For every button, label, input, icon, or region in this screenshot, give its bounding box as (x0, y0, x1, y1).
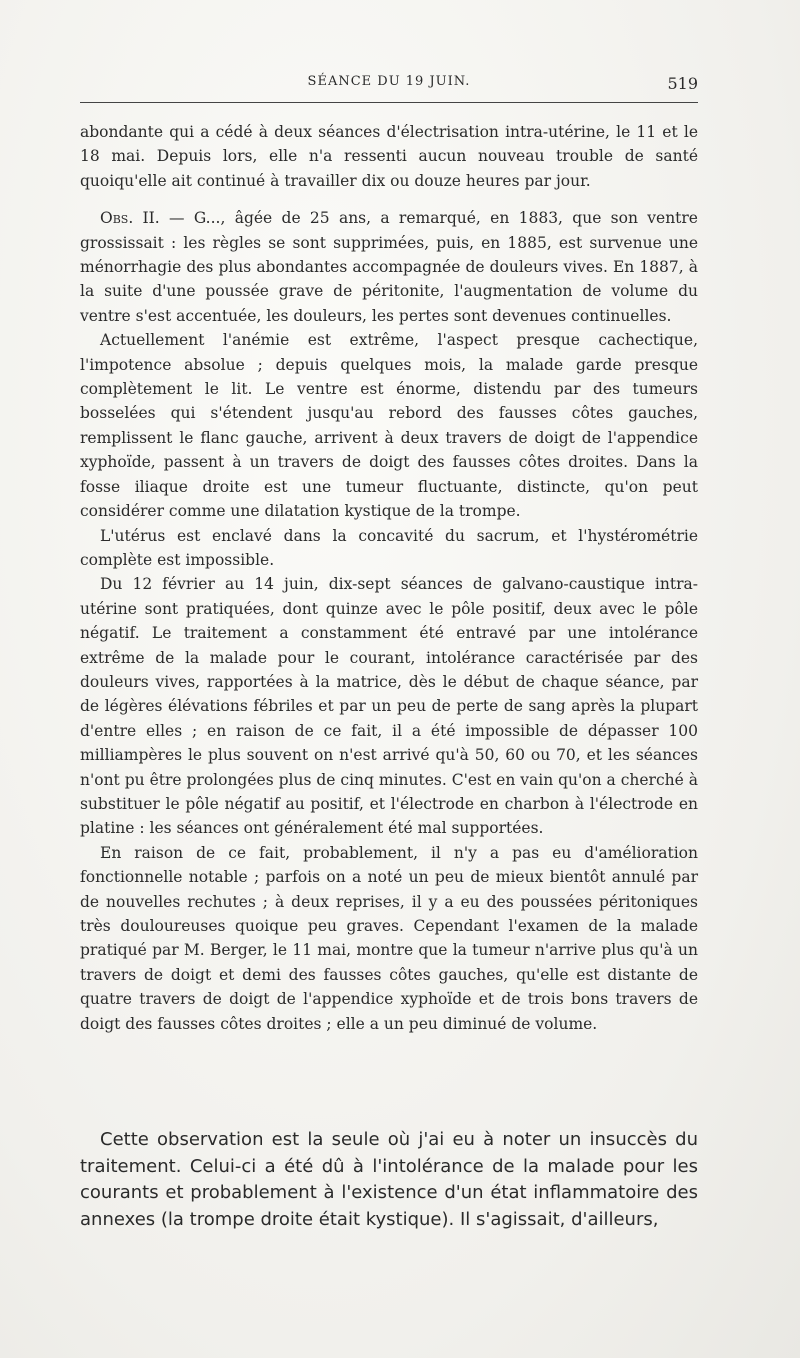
page-header (80, 74, 698, 96)
paragraph-continuation: abondante qui a cédé à deux séances d'électrisation intra-utérine, le 11 et le 18 mai. Depuis lors, elle n'a ressenti aucun nouveau trouble de santé quoiqu'elle ait continué à travailler dix ou douze heures par jour. (80, 123, 698, 190)
header-rule (80, 102, 698, 103)
observation-label: Obs. II. (100, 209, 160, 228)
observation-text: — G..., âgée de 25 ans, a remarqué, en 1883, que son ventre grossissait : les règles se sont supprimées, puis, en 1885, est survenue une ménorrhagie des plus abondantes accompagnée de douleurs vives. En 1887, à la suite d'une poussée grave de péritonite, l'augmentation de volume du ventre s'est accentuée, les douleurs, les pertes sont devenues continuelles. (80, 209, 698, 325)
paragraph-anemia: Actuellement l'anémie est extrême, l'aspect presque cachectique, l'impotence absolue ; depuis quelques mois, la malade garde presque complètement le lit. Le ventre est énorme, distendu par des tumeurs bosselées qui s'étendent jusqu'au rebord des fausses côtes gauches, remplissent le flanc gauche, arrivent à deux travers de doigt de l'appendice xyphoïde, passent à un travers de doigt des fausses côtes droites. Dans la fosse iliaque droite est une tumeur fluctuante, distincte, qu'on peut considérer comme une dilatation kystique de la trompe. (80, 331, 698, 521)
paragraph-outcome: En raison de ce fait, probablement, il n'y a pas eu d'amélioration fonctionnelle notable ; parfois on a noté un peu de mieux bientôt annulé par de nouvelles rechutes ; à deux reprises, il y a eu des poussées péritoniques très douloureuses quoique peu graves. Cependant l'examen de la malade pratiqué par M. Berger, le 11 mai, montre que la tumeur n'arrive plus qu'à un travers de doigt et demi des fausses côtes gauches, qu'elle est distante de quatre travers de doigt de l'appendice xyphoïde et de trois bons travers de doigt des fausses côtes droites ; elle a un peu diminué de volume. (80, 843, 698, 1033)
paragraph-conclusion: Cette observation est la seule où j'ai eu à noter un insuccès du traitement. Celui-ci a été dû à l'intolérance de la malade pour les courants et probablement à l'existence d'un état inflammatoire des annexes (la trompe droite était kystique). Il s'agissait, d'ailleurs, (80, 1129, 698, 1230)
conclusion-block (80, 1127, 698, 1233)
body-text (80, 120, 698, 1036)
paragraph-observation (80, 206, 698, 328)
running-title: SÉANCE DU 19 JUIN. (307, 74, 471, 89)
paragraph-treatment: Du 12 février au 14 juin, dix-sept séances de galvano-caustique intra-utérine sont pratiquées, dont quinze avec le pôle positif, deux avec le pôle négatif. Le traitement a constamment été entravé par une intolérance extrême de la malade pour le courant, intolérance caractérisée par des douleurs vives, rapportées à la matrice, dès le début de chaque séance, par de légères élévations fébriles et par un peu de perte de sang après la plupart d'entre elles ; en raison de ce fait, il a été impossible de dépasser 100 milliampères le plus souvent on n'est arrivé qu'à 50, 60 ou 70, et les séances n'ont pu être prolongées plus de cinq minutes. C'est en vain qu'on a cherché à substituer le pôle négatif au positif, et l'électrode en charbon à l'électrode en platine : les séances ont généralement été mal supportées. (80, 575, 698, 838)
page-number: 519 (667, 74, 698, 93)
paragraph-uterus: L'utérus est enclavé dans la concavité du sacrum, et l'hystérométrie complète est impossible. (80, 526, 698, 569)
